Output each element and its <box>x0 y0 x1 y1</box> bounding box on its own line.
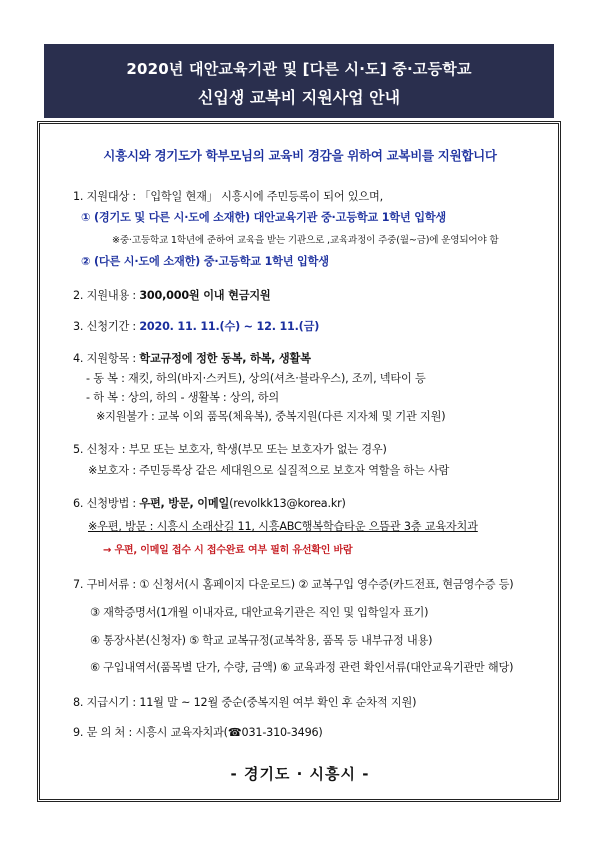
application-period <box>73 318 319 334</box>
documents-line-1: 7. 구비서류 : ① 신청서(시 홈페이지 다운로드) ② 교복구입 영수증(카드전표, 현금영수증 등) <box>73 578 514 591</box>
mail-address: ※우편, 방문 : 시흥시 소래산길 11, 시흥ABC행복학습타운 으뜸관 3층 교육자치과 <box>88 520 478 533</box>
title-line-2: 신입생 교복비 지원사업 안내 <box>197 88 401 107</box>
support-content-value: 300,000원 이내 현금지원 <box>139 289 271 302</box>
title-line-1: 2020년 대안교육기관 및 [다른 시·도] 중·고등학교 <box>126 60 472 78</box>
documents-line-3: ④ 통장사본(신청자) ⑤ 학교 교복규정(교복착용, 품목 등 내부규정 내용) <box>90 634 433 647</box>
target-item-1: ① (경기도 및 다른 시·도에 소재한) 대안교육기관 중·고등학교 1학년 입학생 <box>81 211 447 224</box>
applicant-label: 5. 신청자 : 부모 또는 보호자, 학생(부모 또는 보호자가 없는 경우) <box>73 443 387 456</box>
support-items-value: 학교규정에 정한 동복, 하복, 생활복 <box>139 352 311 365</box>
headline: 시흥시와 경기도가 학부모님의 교육비 경감을 위하여 교복비를 지원합니다 <box>103 148 497 163</box>
application-method-label: 6. 신청방법 : <box>73 497 140 510</box>
summer-uniform: - 하 복 : 상의, 하의 - 생활복 : 상의, 하의 <box>86 391 279 404</box>
winter-uniform: - 동 복 : 재킷, 하의(바지·스커트), 상의(셔츠·블라우스), 조끼, 넥타이 등 <box>86 372 426 385</box>
application-period-label: 3. 신청기간 : <box>73 320 140 333</box>
application-method <box>73 495 346 511</box>
contact-info: 9. 문 의 처 : 시흥시 교육자치과(☎031-310-3496) <box>73 726 323 739</box>
documents-line-2: ③ 재학증명서(1개월 이내자료, 대안교육기관은 직인 및 입학일자 표기) <box>90 606 429 619</box>
application-email: (revolkk13@korea.kr) <box>229 497 346 510</box>
target-label: 1. 지원대상 : 「입학일 현재」 시흥시에 주민등록이 되어 있으며, <box>73 190 383 203</box>
target-item-2: ② (다른 시·도에 소재한) 중·고등학교 1학년 입학생 <box>81 255 329 268</box>
application-period-value: 2020. 11. 11.(수) ~ 12. 11.(금) <box>139 320 320 333</box>
excluded-items: ※지원불가 : 교복 이외 품목(체육복), 중복지원(다른 지자체 및 기관 지원) <box>96 410 446 423</box>
phone-confirm-warning: → 우편, 이메일 접수 시 접수완료 여부 필히 유선확인 바람 <box>103 545 353 556</box>
title-banner <box>44 44 554 118</box>
support-items-label: 4. 지원항목 : <box>73 352 140 365</box>
target-note: ※중·고등학교 1학년에 준하여 교육을 받는 기관으로 ,교육과정이 주중(월~금)에 운영되어야 함 <box>112 235 499 246</box>
guardian-note: ※보호자 : 주민등록상 같은 세대원으로 실질적으로 보호자 역할을 하는 사람 <box>88 464 450 477</box>
footer-issuer: - 경기도 · 시흥시 - <box>230 765 370 783</box>
application-method-value: 우편, 방문, 이메일 <box>139 497 230 510</box>
documents-line-4: ⑥ 구입내역서(품목별 단가, 수량, 금액) ⑥ 교육과정 관련 확인서류(대안교육기관만 해당) <box>90 661 514 674</box>
payment-timing: 8. 지급시기 : 11월 말 ~ 12월 중순(중복지원 여부 확인 후 순차적 지원) <box>73 696 417 709</box>
support-content-label: 2. 지원내용 : <box>73 289 140 302</box>
support-items <box>73 350 311 366</box>
support-content <box>73 287 271 303</box>
